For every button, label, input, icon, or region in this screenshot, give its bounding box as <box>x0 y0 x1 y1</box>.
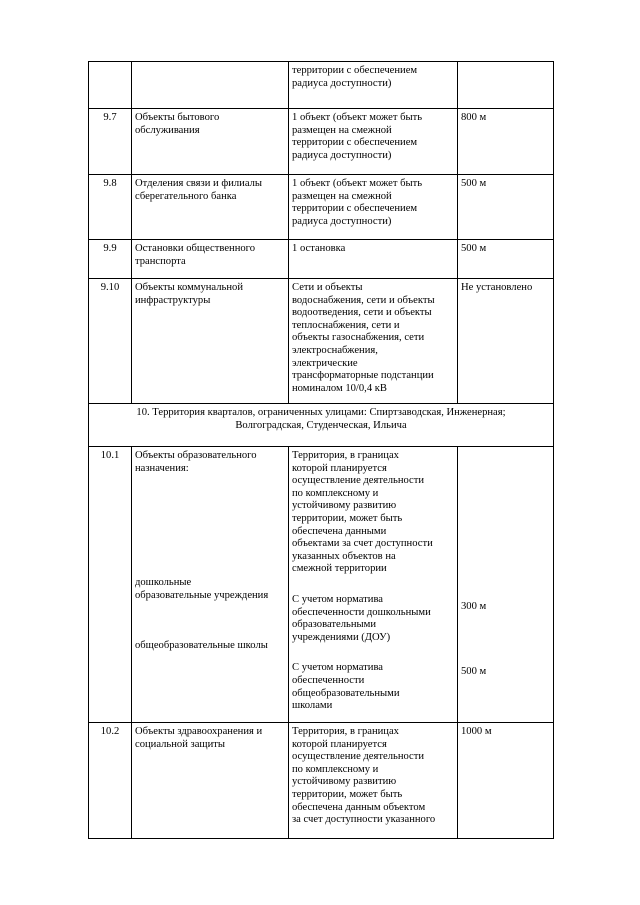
section-title <box>89 404 554 447</box>
text-line: устойчивому развитию <box>292 500 397 512</box>
text-line: номиналом 10/0,4 кВ <box>292 382 387 394</box>
text-line: Отделения связи и филиалы <box>135 178 263 189</box>
table-row <box>89 62 554 109</box>
text-line: трансформаторные подстанции <box>292 370 434 382</box>
text-line: объектами за счет доступности <box>292 538 433 550</box>
spacer <box>135 602 285 640</box>
text-line: которой планируется <box>292 462 387 474</box>
text-line: инфраструктуры <box>135 294 211 306</box>
text-line: обеспеченности дошкольными <box>292 606 431 618</box>
norm-text <box>289 240 458 279</box>
norm-text <box>289 175 458 240</box>
object-name <box>132 62 289 109</box>
distance-value: 1000 м <box>458 723 554 839</box>
text-line: С учетом норматива <box>292 662 384 674</box>
text-line: электрические <box>292 357 358 369</box>
text-line: школами <box>292 700 333 712</box>
text-line: теплоснабжения, сети и <box>292 319 400 331</box>
distance-value <box>458 447 554 723</box>
text-line: 300 м <box>461 601 487 612</box>
text-line: Объекты образовательного <box>135 450 257 461</box>
text-line: размещен на смежной <box>292 124 392 136</box>
text-line: устойчивому развитию <box>292 776 397 788</box>
text-line: территории с обеспечением <box>292 65 418 76</box>
text-line: Территория, в границах <box>292 726 399 737</box>
text-line: Территория, в границах <box>292 450 399 461</box>
text-line: транспорта <box>135 255 186 267</box>
object-name <box>132 175 289 240</box>
distance-value: Не установлено <box>458 279 554 404</box>
text-line: радиуса доступности) <box>292 77 392 89</box>
row-number: 10.1 <box>89 447 132 723</box>
object-name <box>132 109 289 175</box>
row-number: 9.9 <box>89 240 132 279</box>
object-name <box>132 723 289 839</box>
text-line: радиуса доступности) <box>292 215 392 227</box>
text-line: 10. Территория кварталов, ограниченных улицами: Спиртзаводская, Инженерная; <box>136 407 506 418</box>
text-line: территории с обеспечением <box>292 203 418 215</box>
distance-value: 500 м <box>458 240 554 279</box>
text-line: дошкольные <box>135 577 192 589</box>
row-number <box>89 62 132 109</box>
table-row <box>89 240 554 279</box>
norm-text <box>289 62 458 109</box>
text-line: территории с обеспечением <box>292 137 418 149</box>
text-line: радиуса доступности) <box>292 149 392 161</box>
text-line: назначения: <box>135 462 189 474</box>
text-line: по комплексному и <box>292 763 379 775</box>
text-line: 500 м <box>461 665 487 677</box>
spacer <box>461 614 550 666</box>
table-row <box>89 279 554 404</box>
norm-text <box>289 723 458 839</box>
text-line: осуществление деятельности <box>292 751 425 763</box>
text-line: Остановки общественного <box>135 243 256 254</box>
spacer <box>461 450 550 601</box>
text-line: 1 объект (объект может быть <box>292 178 423 189</box>
table-row <box>89 109 554 175</box>
text-line: образовательные учреждения <box>135 589 269 601</box>
object-name <box>132 240 289 279</box>
section-header-row <box>89 404 554 447</box>
norm-text <box>289 279 458 404</box>
text-line: за счет доступности указанного <box>292 814 436 826</box>
text-line: указанных объектов на <box>292 550 396 562</box>
text-line: образовательными <box>292 619 377 631</box>
text-line: Волгоградская, Студенческая, Ильича <box>235 419 407 431</box>
text-line: обеспечена данным объектом <box>292 801 426 813</box>
row-number: 9.7 <box>89 109 132 175</box>
text-line: учреждениями (ДОУ) <box>292 631 391 643</box>
text-line: Объекты здравоохранения и <box>135 726 263 737</box>
norms-table <box>88 61 554 839</box>
text-line: обеспечена данными <box>292 525 387 537</box>
row-number: 10.2 <box>89 723 132 839</box>
norm-text <box>289 109 458 175</box>
table-row <box>89 175 554 240</box>
text-line: территории, может быть <box>292 788 403 800</box>
distance-value: 800 м <box>458 109 554 175</box>
table-row <box>89 723 554 839</box>
text-line: социальной защиты <box>135 738 225 750</box>
spacer <box>135 475 285 577</box>
text-line: общеобразовательные школы <box>135 640 268 652</box>
text-line: обеспеченности <box>292 674 365 686</box>
text-line: водоснабжения, сети и объекты <box>292 294 435 306</box>
text-line: размещен на смежной <box>292 190 392 202</box>
text-line: территории, может быть <box>292 512 403 524</box>
text-line: сберегательного банка <box>135 190 237 202</box>
object-name <box>132 279 289 404</box>
text-line: осуществление деятельности <box>292 475 425 487</box>
text-line: 1 объект (объект может быть <box>292 112 423 123</box>
text-line: Сети и объекты <box>292 282 363 293</box>
table-row <box>89 447 554 723</box>
text-line: водоотведения, сети и объекты <box>292 307 432 319</box>
text-line: электроснабжения, <box>292 344 378 356</box>
text-line: которой планируется <box>292 738 387 750</box>
text-line: смежной территории <box>292 563 387 575</box>
text-line: С учетом норматива <box>292 593 384 605</box>
object-name <box>132 447 289 723</box>
text-line: объекты газоснабжения, сети <box>292 332 425 344</box>
row-number: 9.8 <box>89 175 132 240</box>
distance-value: 500 м <box>458 175 554 240</box>
text-line: обслуживания <box>135 124 200 136</box>
distance-value <box>458 62 554 109</box>
text-line: 1 остановка <box>292 243 346 254</box>
text-line: по комплексному и <box>292 487 379 499</box>
norm-text <box>289 447 458 723</box>
text-line: Объекты бытового <box>135 112 220 123</box>
row-number: 9.10 <box>89 279 132 404</box>
text-line: общеобразовательными <box>292 687 400 699</box>
text-line: Объекты коммунальной <box>135 282 243 293</box>
